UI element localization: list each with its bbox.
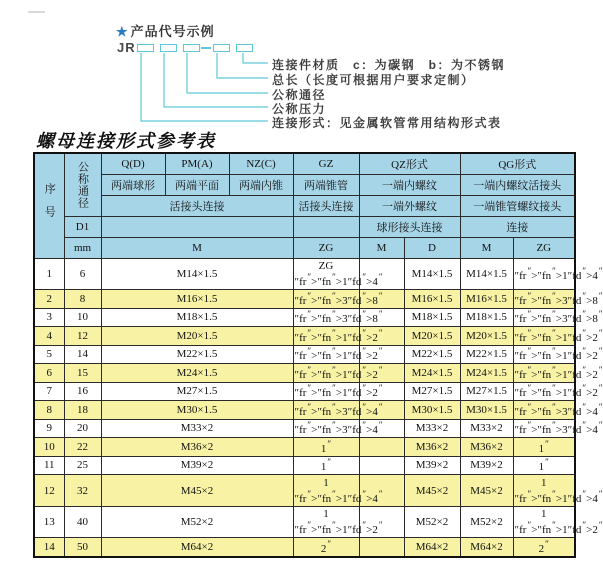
cell-dn: 32: [64, 475, 101, 507]
nut-connection-reference-table: [33, 152, 603, 558]
header-unit-d-qz: D: [404, 237, 460, 258]
cell-sn: 1: [34, 258, 64, 290]
cell-sn: 11: [34, 456, 64, 475]
header-ends-internal-thread: 一端内螺纹: [359, 174, 460, 195]
code-box-2: [160, 44, 177, 52]
cell-m: M22×1.5: [101, 345, 293, 364]
cell-qz_d: M27×1.5: [404, 382, 460, 401]
cell-sn: 14: [34, 538, 64, 557]
label-connection-form: 连接形式：见金属软管常用结构形式表: [272, 116, 502, 130]
cell-dn: 10: [64, 308, 101, 327]
cell-dn: 15: [64, 364, 101, 383]
cell-qg_zg: ″fr″>″fn″>1″fd″>2″: [514, 346, 603, 363]
product-code-heading: [116, 21, 215, 40]
code-box-5: [236, 44, 253, 52]
cell-gz: ″fr″>″fn″>1″fd″>2″: [294, 383, 383, 400]
table-row: [34, 456, 575, 475]
cell-gz: ″fr″>″fn″>1″fd″ ″: [294, 327, 383, 344]
cell-dn: 14: [64, 345, 101, 364]
cell-qg_zg: ″fr″>″fn″>3″fd″>8″: [514, 309, 603, 326]
header-d1: D1: [64, 216, 101, 237]
header-spherical-joint-connection: 球形接头连接: [359, 216, 460, 237]
cell-m: M52×2: [101, 506, 293, 538]
cell-qz_d: M20×1.5: [404, 327, 460, 346]
cell-qg_m: M33×2: [460, 419, 513, 438]
cell-qg_m: M18×1.5: [460, 308, 513, 327]
cell-sn: 13: [34, 506, 64, 538]
cell-qz_m: [359, 438, 404, 457]
cell-dn: 25: [64, 456, 101, 475]
cell-qz_d: M64×2: [404, 538, 460, 557]
cell-sn: 10: [34, 438, 64, 457]
header-ends-innercone: 两端内锥: [229, 174, 293, 195]
header-form-qz: QZ形式: [359, 153, 460, 174]
cell-gz: ZG ″fr″>″fn″>1″fd″>4″: [294, 259, 383, 288]
cell-qg_zg: ″fr″>″fn″>1″fd″>2″: [514, 327, 603, 344]
table-row: [34, 345, 575, 364]
header-ends-taper: 两端锥管: [293, 174, 359, 195]
cell-qg_m: M24×1.5: [460, 364, 513, 383]
cell-qg_m: M39×2: [460, 456, 513, 475]
cell-m: M36×2: [101, 438, 293, 457]
cell-m: M16×1.5: [101, 290, 293, 309]
cell-qg_zg: ″fr″>″fn″>3″fd″>8″: [514, 290, 603, 307]
product-code-prefix: JR: [117, 40, 136, 55]
cell-qz_d: M39×2: [404, 456, 460, 475]
table-row: [34, 258, 575, 290]
cell-dn: 6: [64, 258, 101, 290]
cell-qg_zg: ″fr″>″fn″>1″fd″>4″: [513, 258, 575, 290]
cell-dn: 12: [64, 327, 101, 346]
cell-qg_zg: ″fr″>″fn″>1″fd″>2″: [514, 364, 603, 381]
cell-m: M30×1.5: [101, 401, 293, 420]
cell-qg_m: M36×2: [460, 438, 513, 457]
cell-gz: 1″: [293, 456, 359, 475]
cell-gz: ″fr″>″fn″>3″fd″ ″: [294, 290, 383, 307]
cell-sn: 6: [34, 364, 64, 383]
code-box-3: [183, 44, 200, 52]
cell-m: M39×2: [101, 456, 293, 475]
table-row: [34, 506, 575, 538]
cell-gz: 1 ″fr″>″fn″>1″fd″>2″: [294, 508, 383, 537]
cell-qz_d: M52×2: [404, 506, 460, 538]
cell-m: M20×1.5: [101, 327, 293, 346]
header-form-nzc: NZ(C): [229, 153, 293, 174]
code-dash: [201, 47, 211, 49]
cell-qg_zg: ″fr″>″fn″>1″fd″>2″: [514, 383, 603, 400]
header-unit-m-left: M: [101, 237, 293, 258]
table-row: [34, 538, 575, 557]
cell-m: M33×2: [101, 419, 293, 438]
cell-dn: 16: [64, 382, 101, 401]
table-row: [34, 401, 575, 420]
cell-dn: 50: [64, 538, 101, 557]
cell-m: M18×1.5: [101, 308, 293, 327]
header-unit-zg-qg: ZG: [513, 237, 575, 258]
table-row: [34, 382, 575, 401]
cell-qg_zg: 1″: [513, 456, 575, 475]
cell-qg_m: M45×2: [460, 475, 513, 507]
header-ends-internal-thread-union: 一端内螺纹活接头: [460, 174, 575, 195]
header-mm: mm: [64, 237, 101, 258]
cell-sn: 5: [34, 345, 64, 364]
header-union-connection-gz: 活接头连接: [293, 195, 359, 216]
cell-qz_m: [359, 456, 404, 475]
cell-sn: 7: [34, 382, 64, 401]
cell-gz: 1 ″fr″>″fn″>1″fd″ ″: [294, 476, 383, 505]
cell-qg_zg: 2″: [513, 538, 575, 557]
cell-qz_d: M22×1.5: [404, 345, 460, 364]
cell-qg_zg: ″fr″>″fn″>3″fd″>4″: [514, 420, 603, 437]
cell-gz: 2″: [293, 538, 359, 557]
label-nominal-diameter: 公称通径: [272, 88, 327, 102]
table-body: [34, 258, 603, 557]
cell-qg_zg: 1 ″fr″>″fn″>1″fd″>4″: [514, 476, 603, 505]
table-row: [34, 419, 575, 438]
header-serial-number: 序号: [34, 153, 64, 258]
scan-artifact-dash: [28, 11, 45, 13]
cell-dn: 20: [64, 419, 101, 438]
cell-qz_d: M30×1.5: [404, 401, 460, 420]
cell-gz: ″fr″>″fn″>1″fd″>2″: [294, 346, 383, 363]
label-total-length: 总长（长度可根据用户要求定制）: [272, 73, 475, 87]
table-row: [34, 438, 575, 457]
header-row-ends: [34, 174, 575, 195]
header-ends-flat: 两端平面: [165, 174, 229, 195]
header-union-connection-left: 活接头连接: [101, 195, 293, 216]
label-nominal-pressure: 公称压力: [272, 102, 327, 116]
cell-qg_m: M16×1.5: [460, 290, 513, 309]
header-form-gz: GZ: [293, 153, 359, 174]
table-title: 螺母连接形式参考表: [36, 131, 216, 151]
cell-sn: 8: [34, 401, 64, 420]
header-row-forms: [34, 153, 575, 174]
table-row: [34, 364, 575, 383]
cell-sn: 9: [34, 419, 64, 438]
cell-sn: 3: [34, 308, 64, 327]
cell-qz_d: M18×1.5: [404, 308, 460, 327]
product-code-heading-text: 产品代号示例: [130, 24, 215, 39]
cell-m: M64×2: [101, 538, 293, 557]
cell-qz_d: M45×2: [404, 475, 460, 507]
cell-qg_zg: 1″: [513, 438, 575, 457]
header-taper-thread-joint: 一端锥管螺纹接头: [460, 195, 575, 216]
header-row-connection: [34, 195, 575, 216]
cell-qg_m: M64×2: [460, 538, 513, 557]
cell-qz_d: M16×1.5: [404, 290, 460, 309]
cell-m: M14×1.5: [101, 258, 293, 290]
header-ends-spherical: 两端球形: [101, 174, 165, 195]
cell-dn: 22: [64, 438, 101, 457]
cell-dn: 40: [64, 506, 101, 538]
code-box-1: [137, 44, 154, 52]
header-nominal-diameter: 公称通径: [64, 153, 101, 216]
code-box-4: [213, 44, 230, 52]
cell-qz_d: M24×1.5: [404, 364, 460, 383]
header-d1-blank-gz: [293, 216, 359, 237]
table-row: [34, 475, 575, 507]
cell-qz_d: M33×2: [404, 419, 460, 438]
cell-sn: 12: [34, 475, 64, 507]
cell-gz: ″fr″>″fn″>1″fd″ ″: [294, 364, 383, 381]
header-connection: 连接: [460, 216, 575, 237]
cell-qg_m: M52×2: [460, 506, 513, 538]
cell-gz: 1″: [293, 438, 359, 457]
cell-qg_m: M27×1.5: [460, 382, 513, 401]
header-external-thread: 一端外螺纹: [359, 195, 460, 216]
cell-gz: ″fr″>″fn″>3″fd″>8″: [294, 309, 383, 326]
table-row: [34, 308, 575, 327]
header-form-qd: Q(D): [101, 153, 165, 174]
cell-sn: 2: [34, 290, 64, 309]
table-row: [34, 290, 575, 309]
cell-dn: 8: [64, 290, 101, 309]
star-icon: ★: [116, 24, 129, 39]
header-row-units: [34, 237, 575, 258]
cell-qz_m: [359, 538, 404, 557]
header-form-qg: QG形式: [460, 153, 575, 174]
cell-gz: ″fr″>″fn″>3″fd″ ″: [294, 401, 383, 418]
label-connector-material: 连接件材质 c：为碳钢 b：为不锈钢: [272, 58, 506, 72]
header-form-pma: PM(A): [165, 153, 229, 174]
cell-qz_d: M14×1.5: [404, 258, 460, 290]
cell-qz_d: M36×2: [404, 438, 460, 457]
table-row: [34, 327, 575, 346]
cell-qg_m: M14×1.5: [460, 258, 513, 290]
cell-m: M27×1.5: [101, 382, 293, 401]
cell-qg_m: M22×1.5: [460, 345, 513, 364]
cell-qg_m: M20×1.5: [460, 327, 513, 346]
cell-dn: 18: [64, 401, 101, 420]
cell-qg_zg: ″fr″>″fn″>3″fd″>4″: [514, 401, 603, 418]
cell-qg_m: M30×1.5: [460, 401, 513, 420]
header-unit-m-qg: M: [460, 237, 513, 258]
header-unit-zg-gz: ZG: [293, 237, 359, 258]
cell-gz: ″fr″>″fn″>3″fd″>4″: [294, 420, 383, 437]
cell-m: M24×1.5: [101, 364, 293, 383]
cell-m: M45×2: [101, 475, 293, 507]
header-d1-blank-left: [101, 216, 293, 237]
cell-sn: 4: [34, 327, 64, 346]
header-unit-m-qz: M: [359, 237, 404, 258]
header-row-d1: [34, 216, 575, 237]
cell-qg_zg: 1 ″fr″>″fn″>1″fd″>2″: [514, 508, 603, 537]
